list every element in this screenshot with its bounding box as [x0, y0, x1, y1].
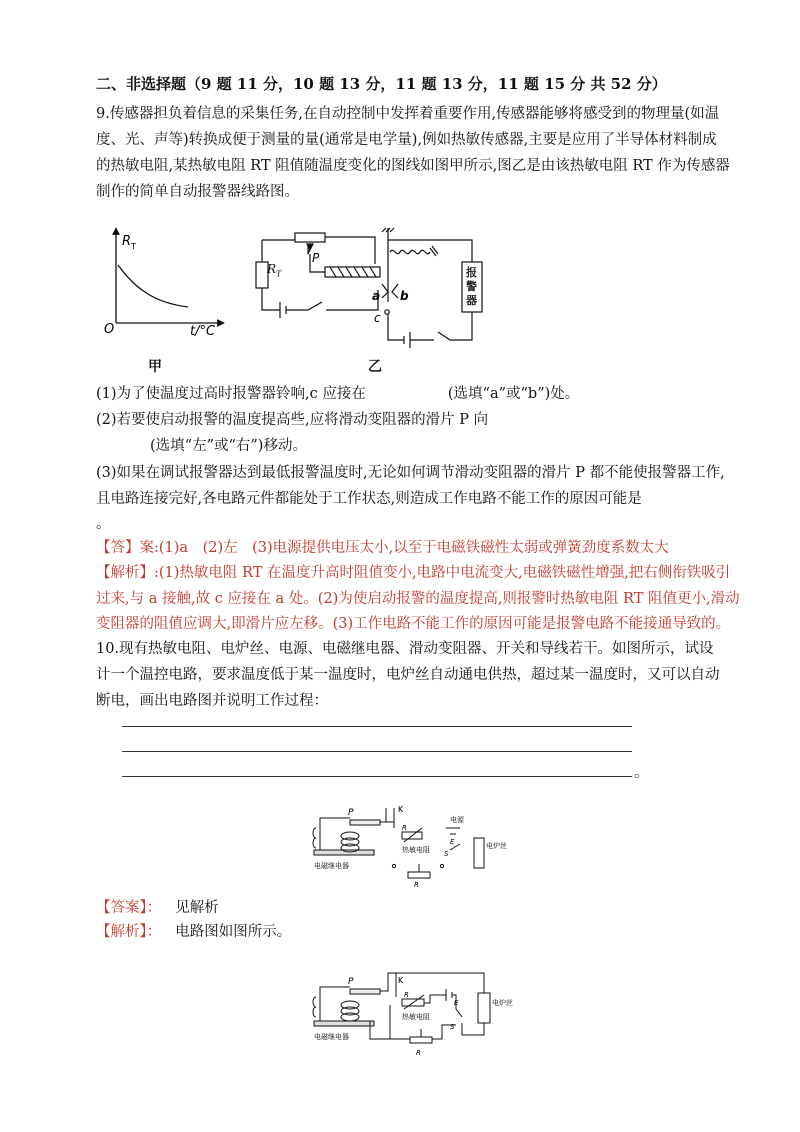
q10-answer: 【答案】： 见解析	[96, 900, 219, 916]
q10-stem-line: 计一个温控电路，要求温度低于某一温度时，电炉丝自动通电供热，超过某一温度时，又可以自动	[96, 667, 720, 683]
q9-sub3-end: 。	[96, 516, 111, 532]
fig2-label-r1: R	[404, 991, 409, 999]
q10-figure-solution	[310, 965, 513, 1065]
fig2-label-p: P	[348, 977, 354, 987]
q10-figure-components	[310, 798, 510, 888]
q9-sub1: (1)为了使温度过高时报警器铃响,c 应接在 (选填“a”或“b”)处。	[96, 386, 580, 402]
fig2-label-relay: 电磁继电器	[314, 1033, 349, 1041]
answer-blank-line[interactable]	[122, 776, 632, 777]
caption-yi: 乙	[368, 359, 382, 375]
rt-resistor-label: $R_T$	[267, 262, 282, 279]
fig2-label-s: S	[450, 1023, 455, 1031]
q10-stem-line: 断电，画出电路图并说明工作过程：	[96, 693, 328, 709]
origin-label: O	[104, 322, 115, 337]
fig-label-heater: 电炉丝	[486, 842, 507, 850]
fig2-label-heater: 电炉丝	[492, 999, 513, 1007]
contact-c-label: c	[374, 311, 381, 325]
q9-answer: 【答】案:(1)a (2)左 (3)电源提供电压太小,以至于电磁铁磁性太弱或弹簧劲度系数太大	[96, 540, 669, 556]
y-axis-subscript: T	[131, 242, 136, 251]
q10-stem-line: 10.现有热敏电阻、电炉丝、电源、电磁继电器、滑动变阻器、开关和导线若干。如图所示，试设	[96, 641, 714, 657]
answer-blank-line[interactable]	[122, 751, 632, 752]
fig2-label-r2: R	[416, 1049, 421, 1057]
fig-label-relay: 电磁继电器	[314, 862, 349, 870]
slider-label: P	[312, 251, 320, 265]
caption-jia: 甲	[148, 359, 162, 375]
q9-stem-line: 制作的简单自动报警器线路图。	[96, 184, 299, 200]
q9-analysis-line: 过来,与 a 接触,故 c 应接在 a 处。(2)为使启动报警的温度提高,则报警时热敏电阻 RT 阻值更小,滑动	[96, 591, 740, 607]
contact-a-label: a	[372, 289, 381, 303]
q9-stem-line: 度、光、声等)转换成便于测量的量(通常是电学量),例如热敏传感器,主要是应用了半导体材料制成	[96, 132, 717, 148]
fig-label-thermistor: 热敏电阻	[402, 846, 430, 854]
resistance-curve	[118, 265, 188, 307]
fig-label-r2: R	[414, 881, 419, 889]
q9-sub2: (2)若要使启动报警的温度提高些,应将滑动变阻器的滑片 P 向	[96, 412, 489, 428]
fig-label-s: S	[444, 850, 449, 858]
fig2-label-k: K	[398, 976, 404, 985]
q9-sub3-line2: 且电路连接完好,各电路元件都能处于工作状态,则造成工作电路不能工作的原因可能是	[96, 491, 642, 507]
answer-blank-line[interactable]	[122, 726, 632, 727]
fig-label-r1: R	[402, 824, 407, 832]
q9-sub2-tail: (选填“左”或“右”)移动。	[150, 438, 307, 454]
x-axis-label: t/°C	[190, 324, 216, 339]
q9-analysis-line: 【解析】:(1)热敏电阻 RT 在温度升高时阻值变小,电路中电流变大,电磁铁磁性增强,把右侧衔铁吸引	[96, 565, 731, 581]
fig2-label-thermistor: 热敏电阻	[402, 1013, 430, 1021]
fig-label-p: P	[348, 808, 354, 818]
fig2-label-e: E	[454, 999, 459, 1007]
contact-b-label: b	[400, 289, 409, 303]
fig-label-source: 电源	[450, 816, 464, 824]
alarm-label: 报警器	[466, 266, 477, 307]
fig-label-k: K	[398, 805, 404, 814]
q9-analysis-line: 变阻器的阻值应调大,即滑片应左移。(3)工作电路不能工作的原因可能是报警电路不能接通导致的。	[96, 616, 731, 632]
y-axis-label: R	[122, 234, 132, 249]
figure-jia-graph	[96, 225, 226, 340]
figure-yi-circuit	[250, 222, 495, 347]
q10-end-mark: 。	[634, 765, 649, 781]
q9-sub3-line1: (3)如果在调试报警器达到最低报警温度时,无论如何调节滑动变阻器的滑片 P 都不能使报警器工作,	[96, 465, 725, 481]
section-title: 二、非选择题（9 题 11 分，10 题 13 分，11 题 13 分，11 题 15 分 共 52 分）	[96, 75, 667, 93]
q9-stem-line: 9.传感器担负着信息的采集任务,在自动控制中发挥着重要作用,传感器能够将感受到的物理量(如温	[96, 106, 720, 122]
q10-analysis: 【解析】： 电路图如图所示。	[96, 924, 292, 940]
q9-stem-line: 的热敏电阻,某热敏电阻 RT 阻值随温度变化的图线如图甲所示,图乙是由该热敏电阻 RT 作为传感器	[96, 158, 730, 174]
fig-label-e: E	[450, 838, 455, 846]
